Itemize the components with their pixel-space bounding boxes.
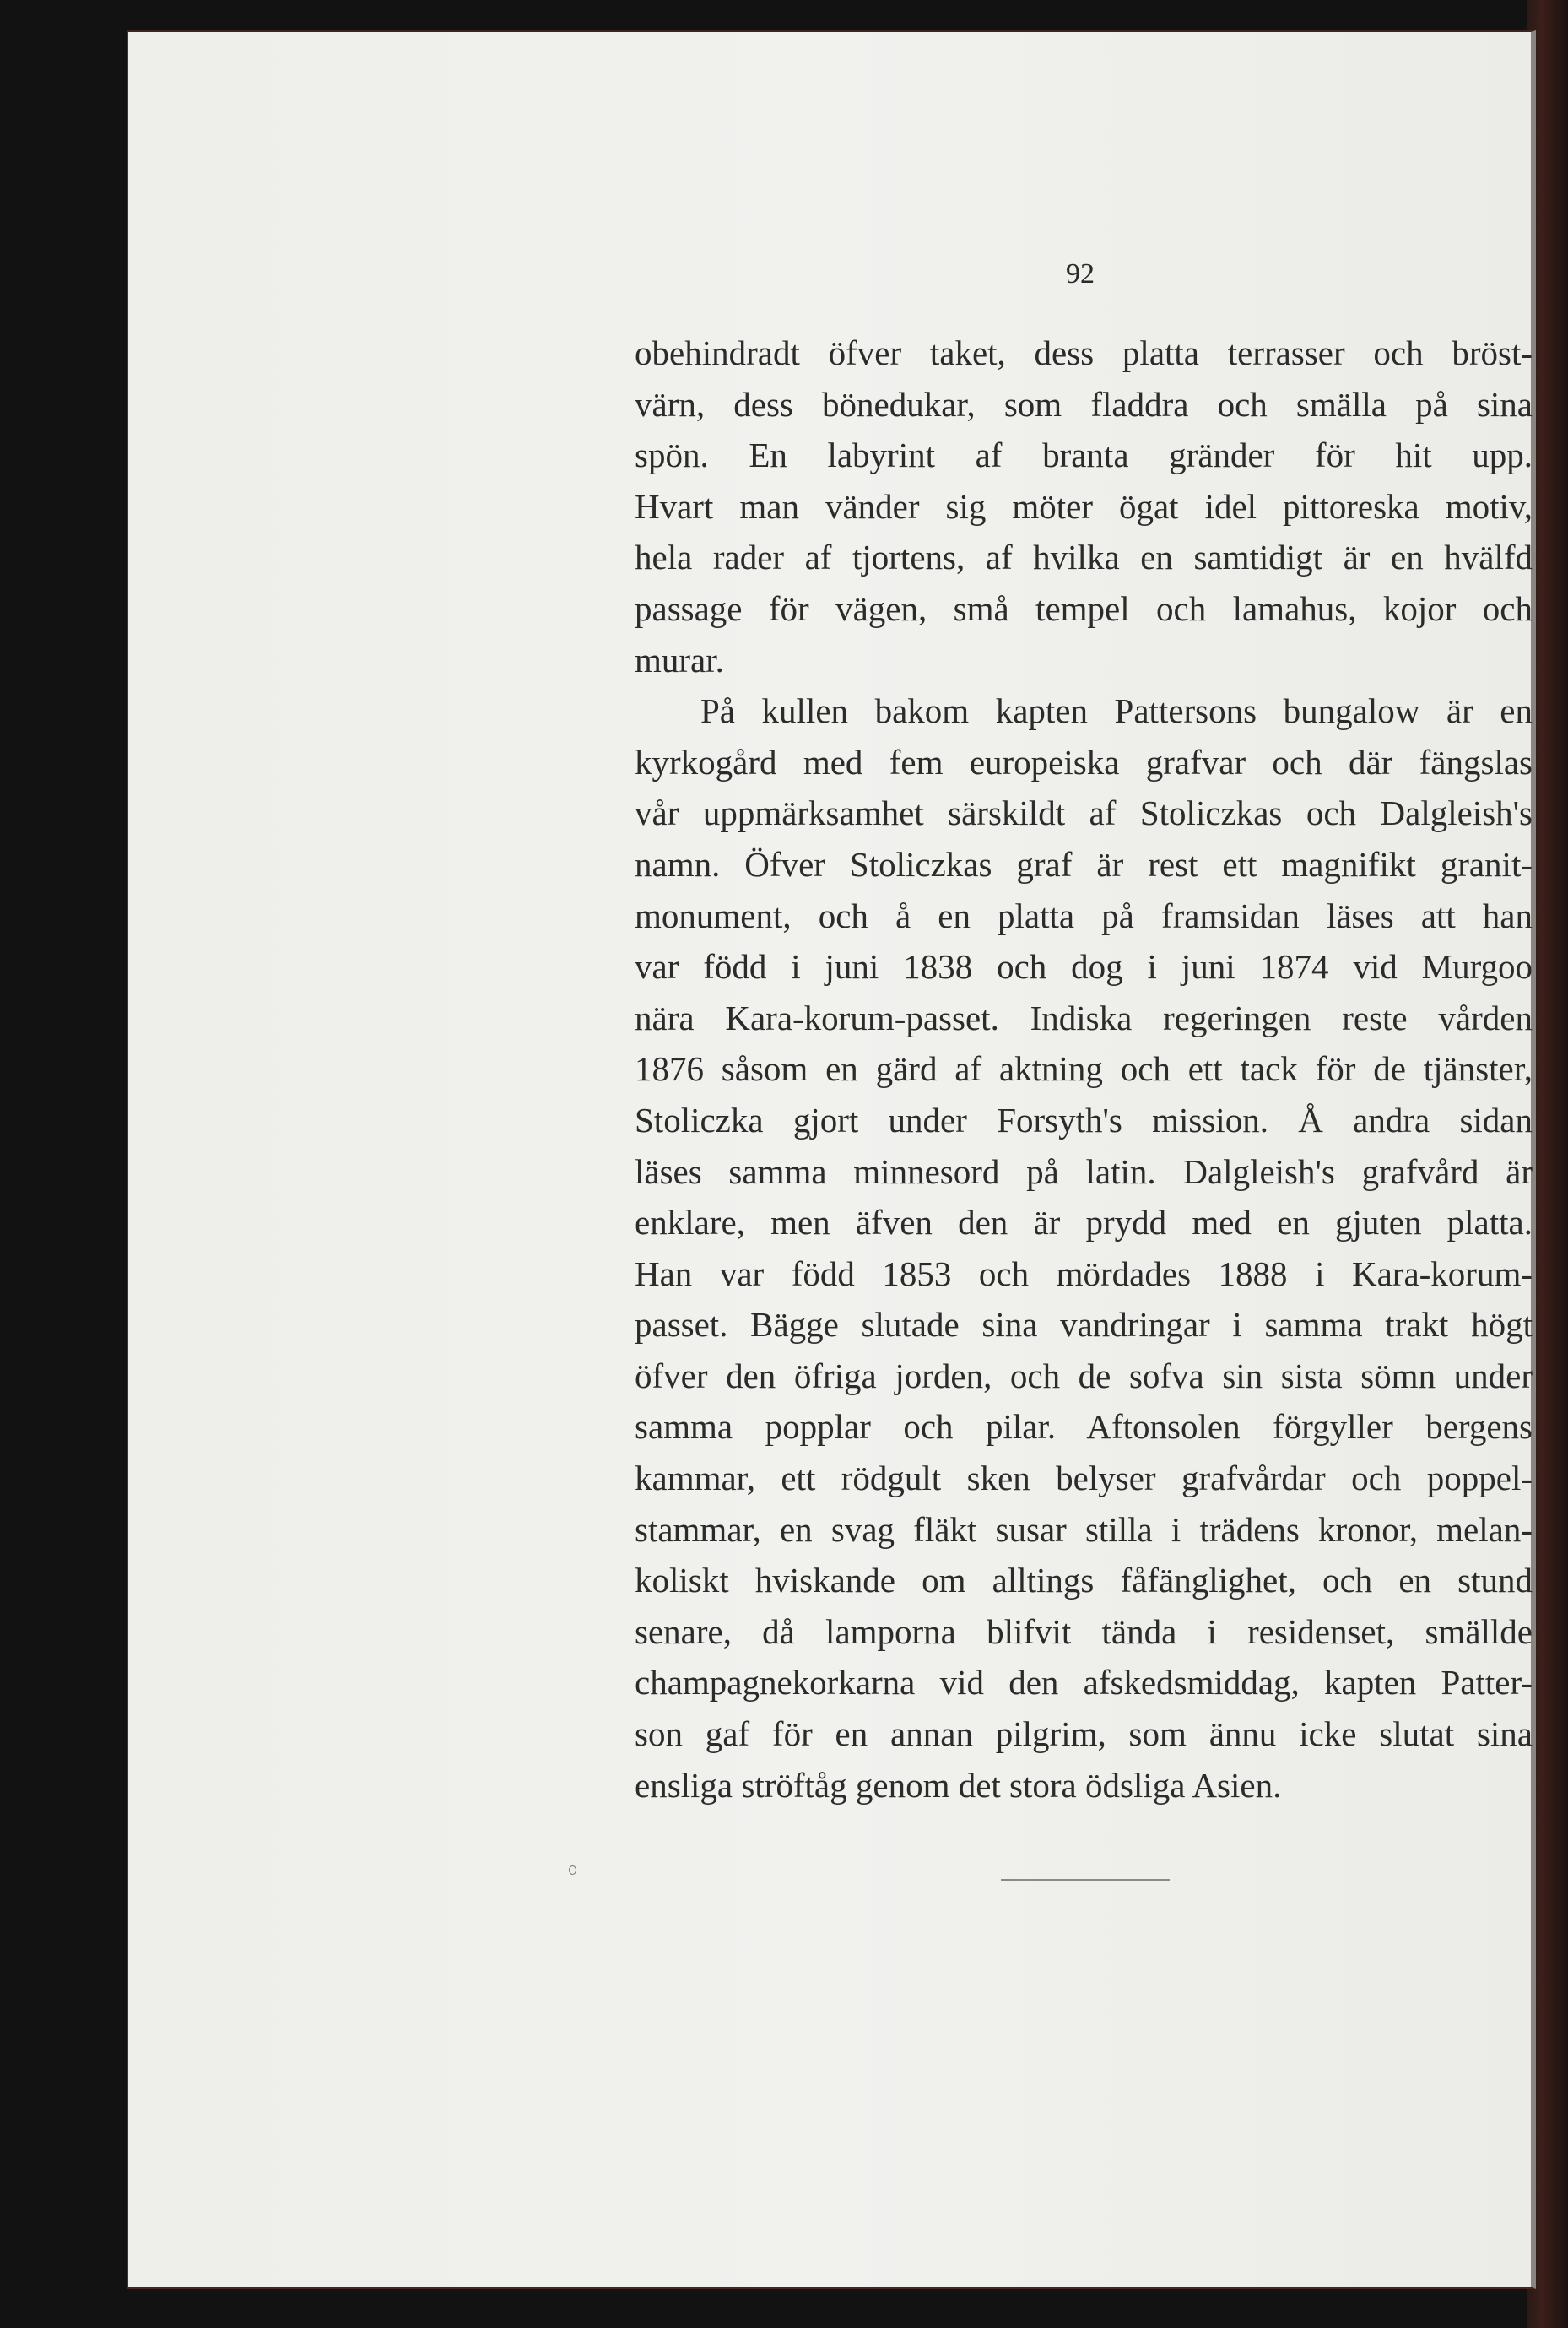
paper-speck (569, 1865, 576, 1875)
text-line: På kullen bakom kapten Pattersons bungalow är en (700, 691, 1533, 731)
text-line: namn. Öfver Stoliczkas graf är rest ett magnifikt granit- (635, 844, 1533, 884)
text-line: Hvart man vänder sig möter ögat idel pittoreska motiv, (635, 486, 1533, 526)
text-line: vår uppmärksamhet särskildt af Stoliczkas och Dalgleish's (635, 793, 1533, 833)
end-rule (1001, 1879, 1170, 1881)
text-line: senare, då lamporna blifvit tända i residenset, smällde (635, 1611, 1533, 1651)
text-line: monument, och å en platta på framsidan läses att han (635, 896, 1533, 935)
page-number: 92 (1066, 258, 1095, 290)
text-line: samma popplar och pilar. Aftonsolen förgyller bergens (635, 1407, 1533, 1447)
text-line: kyrkogård med fem europeiska grafvar och där fängslas (635, 742, 1533, 782)
text-line: murar. (635, 640, 724, 679)
text-line: ensliga ströftåg genom det stora ödsliga Asien. (635, 1765, 1282, 1805)
text-line: passet. Bägge slutade sina vandringar i samma trakt högt (635, 1305, 1533, 1345)
text-line: 1876 såsom en gärd af aktning och ett tack för de tjänster, (635, 1049, 1533, 1089)
text-line: enklare, men äfven den är prydd med en gjuten platta. (635, 1203, 1533, 1243)
text-line: kammar, ett rödgult sken belyser grafvårdar och poppel- (635, 1459, 1533, 1498)
text-line: läses samma minnesord på latin. Dalgleish's grafvård är (635, 1151, 1533, 1191)
text-line: var född i juni 1838 och dog i juni 1874 vid Murgoo (635, 947, 1533, 987)
body-text (635, 328, 1533, 1811)
text-line: stammar, en svag fläkt susar stilla i trädens kronor, melan- (635, 1509, 1533, 1549)
text-line: Han var född 1853 och mördades 1888 i Kara-korum- (635, 1253, 1533, 1293)
text-line: spön. En labyrint af branta gränder för hit upp. (635, 436, 1533, 475)
book-page (127, 30, 1536, 2289)
text-line: son gaf för en annan pilgrim, som ännu icke slutat sina (635, 1714, 1533, 1754)
text-line: öfver den öfriga jorden, och de sofva sin sista sömn under (635, 1356, 1533, 1395)
text-line: passage för vägen, små tempel och lamahus, kojor och (635, 588, 1533, 628)
text-line: Stoliczka gjort under Forsyth's mission. Å andra sidan (635, 1100, 1533, 1140)
text-line: obehindradt öfver taket, dess platta terrasser och bröst- (635, 333, 1533, 372)
text-line: koliskt hviskande om alltings fåfänglighet, och en stund (635, 1561, 1533, 1600)
text-line: nära Kara-korum-passet. Indiska regeringen reste vården (635, 998, 1533, 1037)
text-line: champagnekorkarna vid den afskedsmiddag, kapten Patter- (635, 1663, 1533, 1703)
text-line: hela rader af tjortens, af hvilka en samtidigt är en hvälfd (635, 538, 1533, 577)
text-line: värn, dess bönedukar, som fladdra och smälla på sina (635, 384, 1533, 424)
